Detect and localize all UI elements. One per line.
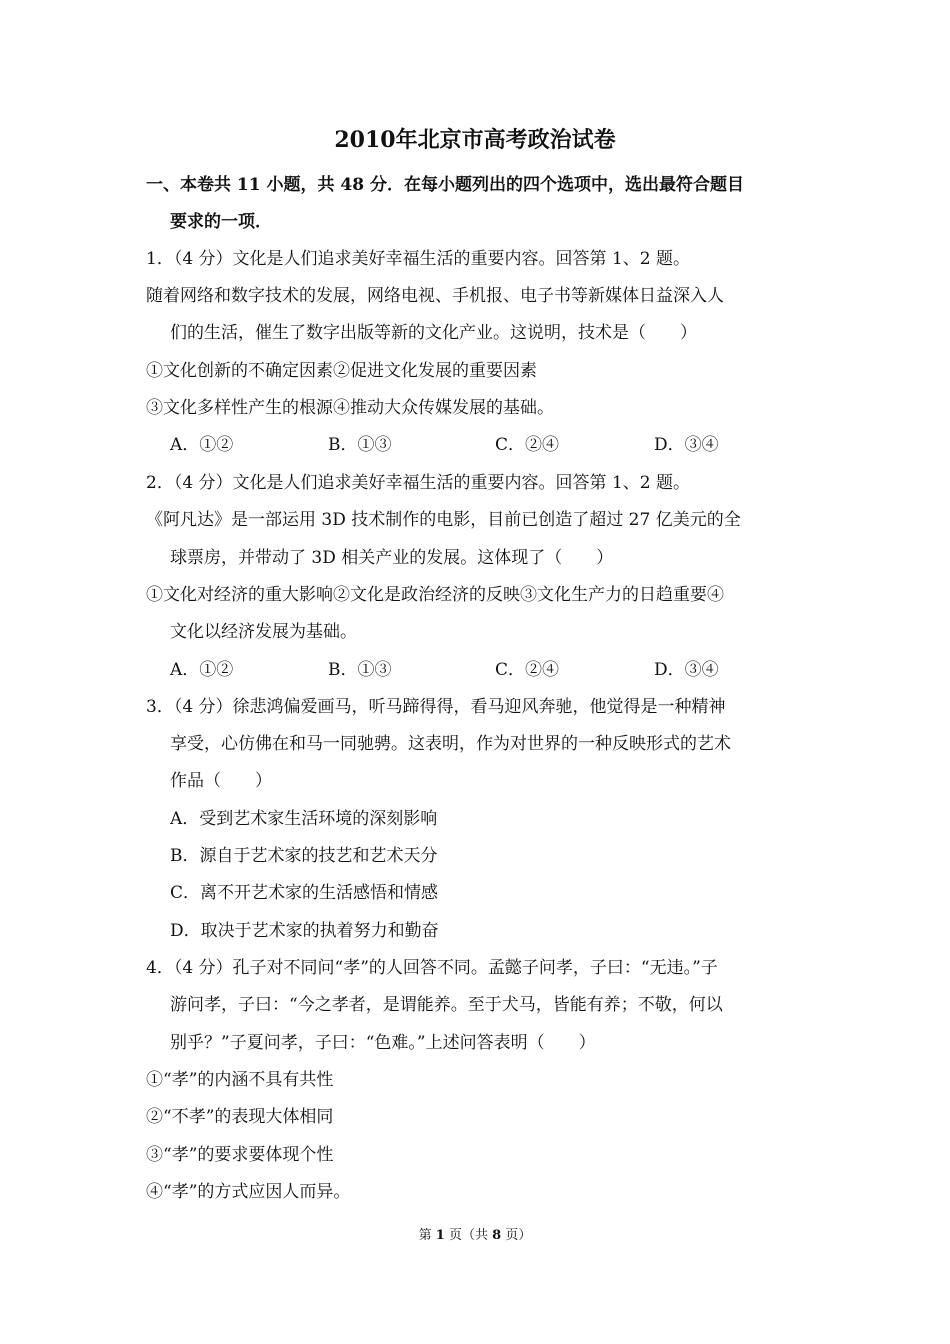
q1-context-line2: 们的生活，催生了数字出版等新的文化产业。这说明，技术是（ ） <box>170 323 697 343</box>
q2-item-line1: ①文化对经济的重大影响②文化是政治经济的反映③文化生产力的日趋重要④ <box>146 585 724 605</box>
q2-context-line1: 《阿凡达》是一部运用 3D 技术制作的电影，目前已创造了超过 27 亿美元的全 <box>146 510 741 530</box>
q1-context-line1: 随着网络和数字技术的发展，网络电视、手机报、电子书等新媒体日益深入人 <box>146 286 724 306</box>
q1-option-c: C．②④ <box>495 435 560 455</box>
q1-item-line2: ③文化多样性产生的根源④推动大众传媒发展的基础。 <box>146 398 554 418</box>
q3-option-c: C．离不开艺术家的生活感悟和情感 <box>170 883 439 903</box>
q4-stem-line2: 游问孝，子曰：“今之孝者，是谓能养。至于犬马，皆能有养；不敬，何以 <box>170 995 723 1015</box>
q1-option-d: D．③④ <box>654 435 719 455</box>
footer-total-pages: 8 <box>492 1228 502 1243</box>
q4-item-3: ③“孝”的要求要体现个性 <box>146 1145 334 1165</box>
exam-title: 2010年北京市高考政治试卷 <box>334 127 616 153</box>
section-instruction-line2: 要求的一项． <box>170 212 272 232</box>
q1-option-a: A．①② <box>170 435 234 455</box>
q1-option-b: B．①③ <box>328 435 392 455</box>
q1-item-line1: ①文化创新的不确定因素②促进文化发展的重要因素 <box>146 361 537 381</box>
q2-option-c: C．②④ <box>495 660 560 680</box>
q4-item-1: ①“孝”的内涵不具有共性 <box>146 1070 334 1090</box>
q3-stem-line2: 享受，心仿佛在和马一同驰骋。这表明，作为对世界的一种反映形式的艺术 <box>170 734 731 754</box>
q3-option-a: A．受到艺术家生活环境的深刻影响 <box>170 809 438 829</box>
q4-stem-line3: 别乎？”子夏问孝，子曰：“色难。”上述问答表明（ ） <box>170 1033 596 1053</box>
q4-item-4: ④“孝”的方式应因人而异。 <box>146 1182 351 1202</box>
q1-stem: 1．（4 分）文化是人们追求美好幸福生活的重要内容。回答第 1、2 题。 <box>146 249 690 269</box>
q4-stem-line1: 4．（4 分）孔子对不同问“孝”的人回答不同。孟懿子问孝，子曰：“无违。”子 <box>146 958 718 978</box>
footer-suffix: 页） <box>505 1228 532 1243</box>
q3-option-d: D．取决于艺术家的执着努力和勤奋 <box>170 921 439 941</box>
q2-option-a: A．①② <box>170 660 234 680</box>
q3-stem-line3: 作品（ ） <box>170 771 272 791</box>
q2-option-b: B．①③ <box>328 660 392 680</box>
q3-stem-line1: 3．（4 分）徐悲鸿偏爱画马，听马蹄得得，看马迎风奔驰，他觉得是一种精神 <box>146 697 726 717</box>
q4-item-2: ②“不孝”的表现大体相同 <box>146 1107 334 1127</box>
footer-prefix: 第 <box>418 1228 432 1243</box>
section-instruction-line1: 一、本卷共 11 小题，共 48 分．在每小题列出的四个选项中，选出最符合题目 <box>146 175 744 195</box>
q2-context-line2: 球票房，并带动了 3D 相关产业的发展。这体现了（ ） <box>170 548 614 568</box>
q2-item-line2: 文化以经济发展为基础。 <box>170 622 357 642</box>
q2-stem: 2．（4 分）文化是人们追求美好幸福生活的重要内容。回答第 1、2 题。 <box>146 473 690 493</box>
footer-page-number: 1 <box>435 1228 445 1243</box>
page-footer <box>0 1226 950 1246</box>
q2-option-d: D．③④ <box>654 660 719 680</box>
q3-option-b: B．源自于艺术家的技艺和艺术天分 <box>170 846 438 866</box>
footer-middle: 页（共 <box>448 1228 488 1243</box>
